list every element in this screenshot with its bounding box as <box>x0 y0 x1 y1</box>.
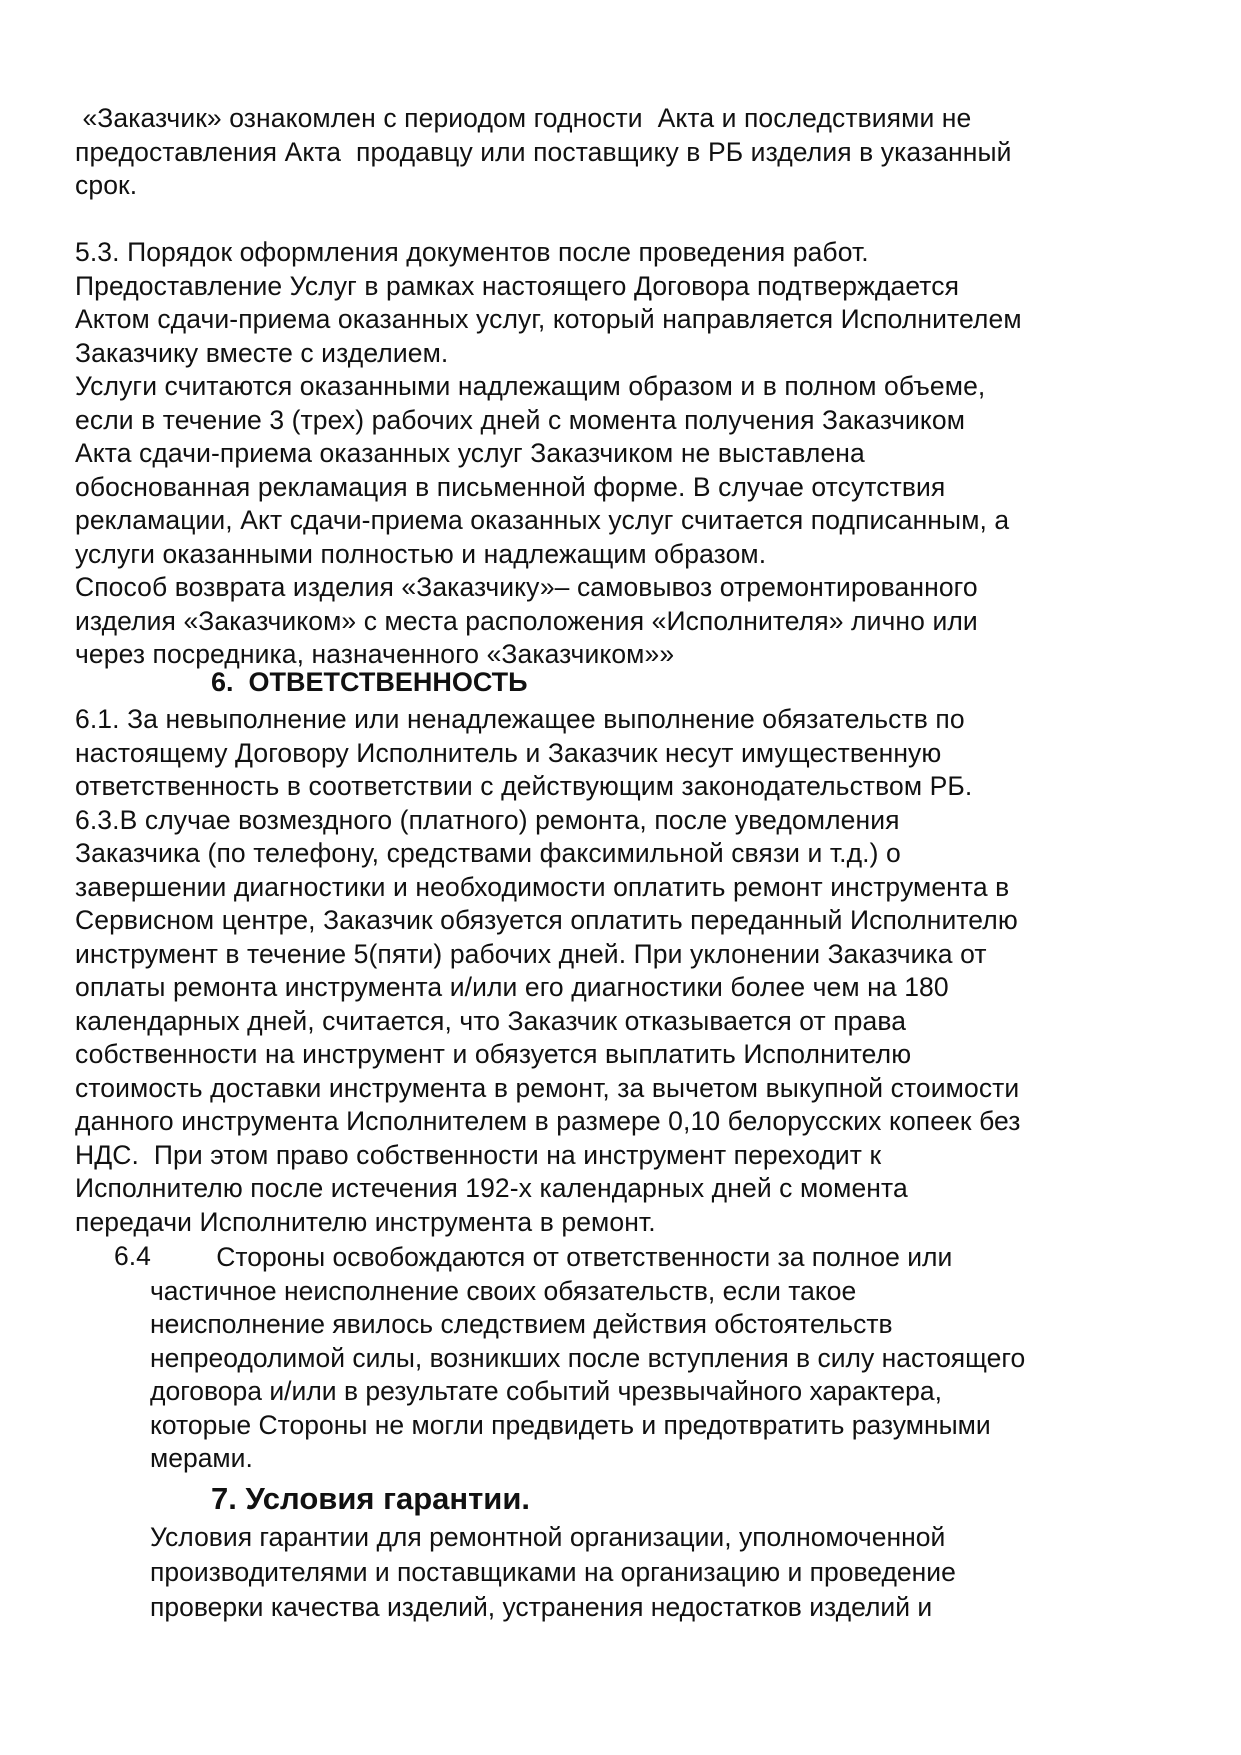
text-line: 6.1. За невыполнение или ненадлежащее выполнение обязательств по <box>75 704 965 734</box>
text-line: частичное неисполнение своих обязательств, если такое <box>150 1275 857 1306</box>
text-line: стоимость доставки инструмента в ремонт, за вычетом выкупной стоимости <box>75 1072 1020 1103</box>
text-line: собственности на инструмент и обязуется выплатить Исполнителю <box>75 1039 912 1069</box>
text-line: оплаты ремонта инструмента и/или его диагностики более чем на 180 <box>75 972 949 1002</box>
text-line: предоставления Акта продавцу или поставщику в РБ изделия в указанный <box>75 136 1012 167</box>
section-6-heading: 6. ОТВЕТСТВЕННОСТЬ <box>211 667 528 697</box>
text-line: если в течение 3 (трех) рабочих дней с момента получения Заказчиком <box>75 404 966 435</box>
text-line: Сервисном центре, Заказчик обязуется оплатить переданный Исполнителю <box>75 905 1018 935</box>
section-7-body <box>150 1520 956 1625</box>
text-line: обоснованная рекламация в письменной форме. В случае отсутствия <box>75 471 946 502</box>
text-line: инструмент в течение 5(пяти) рабочих дней. При уклонении Заказчика от <box>75 938 987 969</box>
text-line: Стороны освобождаются от ответственности за полное или <box>150 1242 953 1272</box>
text-line: 6.3.В случае возмездного (платного) ремонта, после уведомления <box>75 804 900 835</box>
text-line: непреодолимой силы, возникших после вступления в силу настоящего <box>150 1342 1026 1373</box>
text-line: мерами. <box>150 1443 253 1473</box>
text-line: которые Стороны не могли предвидеть и предотвратить разумными <box>150 1409 991 1440</box>
text-line: Заказчика (по телефону, средствами факсимильной связи и т.д.) о <box>75 838 901 868</box>
section-7-heading: 7. Условия гарантии. <box>211 1481 531 1516</box>
text-line: изделия «Заказчиком» с места расположения «Исполнителя» лично или <box>75 605 978 636</box>
paragraph-act-validity <box>75 102 1185 203</box>
text-line: ответственность в соответствии с действующим законодательством РБ. <box>75 771 973 801</box>
text-line: данного инструмента Исполнителем в размере 0,10 белорусских копеек без <box>75 1106 1021 1136</box>
text-line: производителями и поставщиками на организацию и проведение <box>150 1557 956 1587</box>
text-line: Актом сдачи-приема оказанных услуг, который направляется Исполнителем <box>75 304 1022 334</box>
text-line: календарных дней, считается, что Заказчик отказывается от права <box>75 1005 907 1036</box>
text-line: завершении диагностики и необходимости оплатить ремонт инструмента в <box>75 871 1010 902</box>
clause-6-4 <box>150 1241 1025 1476</box>
text-line: Способ возврата изделия «Заказчику»– самовывоз отремонтированного <box>75 572 978 602</box>
text-line: через посредника, назначенного «Заказчиком»» <box>75 639 675 669</box>
text-line: Условия гарантии для ремонтной организации, уполномоченной <box>150 1522 946 1552</box>
text-line: Исполнителю после истечения 192-х календарных дней с момента <box>75 1173 908 1203</box>
text-line: Акта сдачи-приема оказанных услуг Заказчиком не выставлена <box>75 438 865 468</box>
text-line: настоящему Договору Исполнитель и Заказчик несут имущественную <box>75 737 942 768</box>
text-line: услуги оказанными полностью и надлежащим образом. <box>75 538 767 569</box>
text-line: Услуги считаются оказанными надлежащим образом и в полном объеме, <box>75 371 986 401</box>
text-line: 5.3. Порядок оформления документов после проведения работ. <box>75 237 869 267</box>
clause-6-4-number: 6.4 <box>114 1241 151 1271</box>
text-line: Предоставление Услуг в рамках настоящего Договора подтверждается <box>75 270 960 301</box>
text-line: рекламации, Акт сдачи-приема оказанных услуг считается подписанным, а <box>75 505 1010 535</box>
text-line: «Заказчик» ознакомлен с периодом годности Акта и последствиями не <box>75 103 972 133</box>
text-line: НДС. При этом право собственности на инструмент переходит к <box>75 1139 882 1170</box>
text-line: передачи Исполнителю инструмента в ремонт. <box>75 1206 656 1237</box>
text-line: Заказчику вместе с изделием. <box>75 337 449 368</box>
section-5-3 <box>75 236 1185 672</box>
text-line: срок. <box>75 170 138 200</box>
text-line: договора и/или в результате событий чрезвычайного характера, <box>150 1376 942 1406</box>
text-line: неисполнение явилось следствием действия обстоятельств <box>150 1309 893 1339</box>
section-6-body <box>75 703 1185 1239</box>
text-line: проверки качества изделий, устранения недостатков изделий и <box>150 1592 933 1622</box>
